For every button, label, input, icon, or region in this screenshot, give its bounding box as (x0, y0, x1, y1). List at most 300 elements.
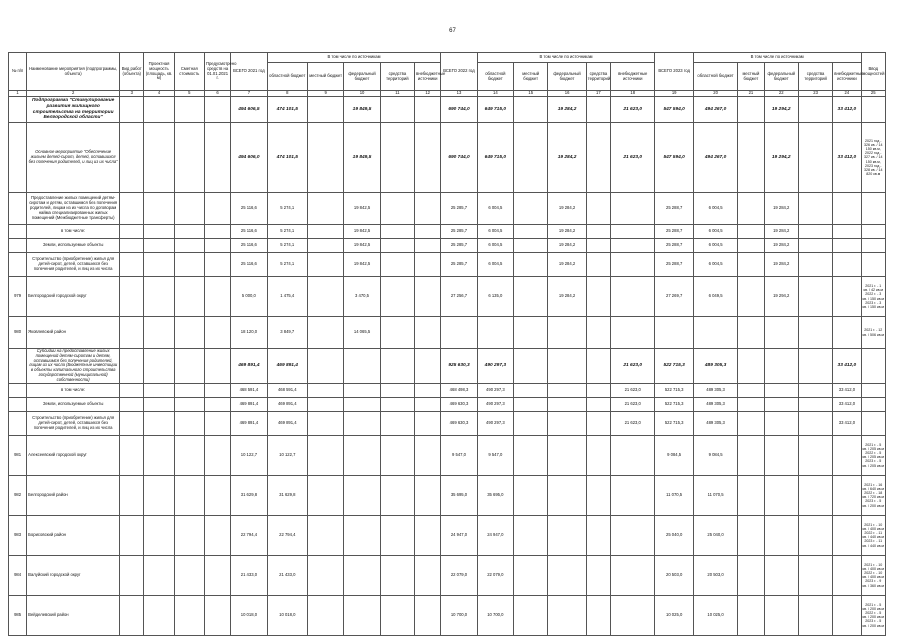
table-cell (204, 97, 230, 123)
table-cell (738, 397, 764, 411)
table-cell (738, 97, 764, 123)
table-cell (120, 595, 144, 635)
table-cell (861, 383, 885, 397)
table-cell (514, 123, 548, 193)
table-cell (144, 595, 174, 635)
table-cell (798, 253, 832, 277)
table-cell: 33 412,0 (833, 383, 861, 397)
table-cell (611, 435, 655, 475)
table-cell (204, 515, 230, 555)
table-cell (415, 475, 441, 515)
table-cell (833, 225, 861, 239)
column-number: 22 (764, 91, 798, 97)
table-cell (738, 239, 764, 253)
table-cell (861, 193, 885, 225)
row-name: Земли, используемые объекты (27, 397, 120, 411)
table-cell: 19 842,5 (344, 193, 380, 225)
table-cell (415, 317, 441, 349)
header-source: областной бюджет (477, 63, 513, 91)
row-name: Подпрограмма "Стимулирование развития жилищного строительства на территории Белгородской области" (27, 97, 120, 123)
table-cell: 22 079,0 (441, 555, 477, 595)
row-number: 985 (9, 595, 27, 635)
table-cell: 25 285,7 (441, 225, 477, 239)
table-cell: 690 744,0 (441, 97, 477, 123)
table-cell (548, 317, 586, 349)
table-cell (738, 349, 764, 384)
table-row (9, 595, 886, 635)
row-name: Яковлевский район (27, 317, 120, 349)
table-cell (586, 595, 610, 635)
table-cell: 25 288,7 (655, 253, 693, 277)
table-cell: 547 594,0 (655, 97, 693, 123)
table-cell (798, 123, 832, 193)
column-number: 25 (861, 91, 885, 97)
table-cell: 11 070,5 (655, 475, 693, 515)
table-cell (738, 193, 764, 225)
header-capacity: Проектная мощность (площадь, кв. м) (144, 53, 174, 91)
table-cell (204, 435, 230, 475)
table-cell: 25 116,6 (231, 193, 267, 225)
table-cell (738, 253, 764, 277)
table-cell (174, 411, 204, 435)
row-number (9, 397, 27, 411)
table-cell (415, 595, 441, 635)
table-cell: 19 284,2 (548, 225, 586, 239)
row-number (9, 383, 27, 397)
header-no: № п/п (9, 53, 27, 91)
table-cell: 474 101,5 (267, 123, 307, 193)
table-cell: 19 284,2 (548, 253, 586, 277)
table-cell (798, 225, 832, 239)
table-cell: 35 695,0 (441, 475, 477, 515)
table-cell (307, 225, 343, 239)
table-row (9, 411, 886, 435)
table-cell (798, 411, 832, 435)
table-cell (798, 515, 832, 555)
table-cell (514, 277, 548, 317)
table-cell (174, 253, 204, 277)
table-cell (120, 435, 144, 475)
table-cell (204, 123, 230, 193)
table-cell (764, 397, 798, 411)
table-cell: 19 842,5 (344, 253, 380, 277)
table-row (9, 383, 886, 397)
table-cell (586, 225, 610, 239)
row-number (9, 193, 27, 225)
table-cell (380, 239, 414, 253)
table-cell (738, 383, 764, 397)
table-cell (174, 555, 204, 595)
row-number: 984 (9, 555, 27, 595)
table-cell: 649 715,0 (477, 123, 513, 193)
table-cell (204, 239, 230, 253)
table-cell (586, 253, 610, 277)
row-number (9, 123, 27, 193)
table-cell (344, 349, 380, 384)
header-source: средства территорий (586, 63, 610, 91)
table-cell (144, 515, 174, 555)
row-name: Предоставление жилых помещений детям-сиротам и детям, оставшимся без попечения родителей, лицам из их числа по договорам найма специализированных жилых помещений (Межбюджетные трансферты) (27, 193, 120, 225)
table-cell (307, 239, 343, 253)
table-cell (344, 595, 380, 635)
table-cell: 10 018,0 (231, 595, 267, 635)
column-number: 19 (655, 91, 693, 97)
table-cell (764, 349, 798, 384)
table-cell: 19 284,2 (764, 253, 798, 277)
header-source: местный бюджет (307, 63, 343, 91)
table-cell: 10 700,0 (477, 595, 513, 635)
investment-table (8, 52, 886, 636)
header-name: Наименование мероприятия (подпрограммы, объекта) (27, 53, 120, 91)
table-cell (764, 383, 798, 397)
table-cell: 925 630,3 (441, 349, 477, 384)
table-cell (833, 239, 861, 253)
table-cell: 6 004,5 (477, 253, 513, 277)
table-cell (144, 555, 174, 595)
row-name: Алексеевский городской округ (27, 435, 120, 475)
table-cell (833, 595, 861, 635)
table-cell (204, 317, 230, 349)
table-cell: 489 305,3 (693, 397, 737, 411)
table-cell (415, 349, 441, 384)
table-cell (144, 349, 174, 384)
table-cell: 25 288,7 (655, 225, 693, 239)
table-cell (380, 383, 414, 397)
table-cell: 6 004,5 (693, 239, 737, 253)
table-cell (611, 317, 655, 349)
table-cell (833, 317, 861, 349)
table-cell (586, 555, 610, 595)
column-number: 23 (798, 91, 832, 97)
table-cell: 489 305,3 (693, 411, 737, 435)
row-number: 982 (9, 475, 27, 515)
table-cell (174, 317, 204, 349)
table-cell: 19 294,2 (764, 97, 798, 123)
table-cell: 469 891,4 (231, 397, 267, 411)
table-cell: 31 629,8 (231, 475, 267, 515)
table-cell: 469 891,4 (231, 349, 267, 384)
table-cell (144, 277, 174, 317)
table-cell (380, 193, 414, 225)
row-name: Субсидии на предоставление жилых помещений детям-сиротам и детям, оставшимся без попечения родителей, лицам из их числа (Бюджетные инвестиции в объекты капитального строительства государственной (муниципальной) собственности) (27, 349, 120, 384)
table-cell (204, 397, 230, 411)
table-cell (120, 397, 144, 411)
table-cell (307, 97, 343, 123)
table-cell (548, 349, 586, 384)
header-source: федеральный бюджет (764, 63, 798, 91)
table-cell: 9 084,5 (693, 435, 737, 475)
table-cell (548, 435, 586, 475)
table-cell: 490 297,3 (477, 349, 513, 384)
table-cell: 19 849,5 (344, 123, 380, 193)
table-cell (586, 193, 610, 225)
table-cell (548, 383, 586, 397)
table-cell: 19 294,2 (764, 277, 798, 317)
table-cell: 25 285,7 (441, 239, 477, 253)
table-cell: 25 116,6 (231, 225, 267, 239)
table-cell: 24 947,0 (441, 515, 477, 555)
table-cell (174, 349, 204, 384)
table-cell: 6 049,5 (693, 277, 737, 317)
table-cell (120, 411, 144, 435)
table-cell (204, 383, 230, 397)
header-source: средства территорий (380, 63, 414, 91)
table-cell: 21 433,0 (267, 555, 307, 595)
table-cell: 6 004,5 (693, 193, 737, 225)
header-incl-2023: В том числе по источникам (693, 53, 861, 63)
column-number: 6 (204, 91, 230, 97)
table-cell: 494 267,0 (693, 97, 737, 123)
table-cell (861, 97, 885, 123)
table-cell (586, 349, 610, 384)
column-number: 13 (441, 91, 477, 97)
column-number: 9 (307, 91, 343, 97)
table-cell: 490 297,3 (477, 383, 513, 397)
table-cell (120, 515, 144, 555)
table-cell (307, 277, 343, 317)
table-cell: 22 079,0 (477, 555, 513, 595)
table-cell (738, 515, 764, 555)
table-cell: 6 004,5 (693, 253, 737, 277)
table-cell (307, 253, 343, 277)
table-cell: 494 606,5 (231, 97, 267, 123)
table-cell (611, 555, 655, 595)
table-cell (307, 317, 343, 349)
table-cell: 1 475,4 (267, 277, 307, 317)
table-cell (120, 317, 144, 349)
table-cell: 6 004,5 (477, 239, 513, 253)
table-cell (120, 349, 144, 384)
table-cell (380, 595, 414, 635)
column-number: 4 (144, 91, 174, 97)
table-cell: 19 849,5 (344, 97, 380, 123)
table-cell (144, 411, 174, 435)
table-cell (833, 193, 861, 225)
table-cell: 522 715,3 (655, 349, 693, 384)
column-number: 16 (548, 91, 586, 97)
table-cell: 18 120,0 (231, 317, 267, 349)
table-cell (144, 97, 174, 123)
table-cell (380, 97, 414, 123)
table-cell: 22 794,4 (267, 515, 307, 555)
column-number: 20 (693, 91, 737, 97)
table-cell (798, 397, 832, 411)
table-cell: 33 412,0 (833, 123, 861, 193)
table-cell (514, 555, 548, 595)
table-cell (120, 555, 144, 595)
column-number: 14 (477, 91, 513, 97)
table-cell: 21 623,0 (611, 349, 655, 384)
header-source: внебюджетные источники (415, 63, 441, 91)
table-cell: 649 715,0 (477, 97, 513, 123)
table-cell (738, 123, 764, 193)
row-number (9, 253, 27, 277)
header-total-2022: ВСЕГО 2022 год (441, 53, 477, 91)
table-cell: 494 267,0 (693, 123, 737, 193)
table-cell (655, 317, 693, 349)
table-cell (514, 239, 548, 253)
table-cell (204, 277, 230, 317)
table-cell (174, 193, 204, 225)
table-cell: 21 623,0 (611, 123, 655, 193)
table-cell: 6 004,5 (477, 225, 513, 239)
table-cell: 19 294,2 (764, 123, 798, 193)
table-cell (611, 253, 655, 277)
table-cell: 20 503,0 (693, 555, 737, 595)
table-row (9, 277, 886, 317)
table-cell: 522 715,3 (655, 397, 693, 411)
table-cell: 21 623,0 (611, 383, 655, 397)
table-cell (764, 411, 798, 435)
table-cell: 2021 г. - 1 кв. / 42 кв.м 2022 г. - 3 кв. / 150 кв.м 2023 г. - 3 кв. / 150 кв.м (861, 277, 885, 317)
table-cell (415, 435, 441, 475)
table-row (9, 239, 886, 253)
table-cell: 27 269,7 (655, 277, 693, 317)
row-number (9, 239, 27, 253)
table-cell: 2021 г. - 5 кв. / 200 кв.м 2022 г. - 5 кв. / 200 кв.м 2023 г. - 5 кв. / 200 кв.м (861, 595, 885, 635)
table-cell (548, 411, 586, 435)
table-cell: 25 040,0 (693, 515, 737, 555)
table-cell (307, 411, 343, 435)
table-cell (174, 475, 204, 515)
table-cell (415, 555, 441, 595)
row-number (9, 411, 27, 435)
table-cell: 33 412,0 (833, 397, 861, 411)
table-cell: 33 412,0 (833, 411, 861, 435)
table-cell: 469 630,3 (441, 411, 477, 435)
table-cell (833, 515, 861, 555)
table-cell (798, 383, 832, 397)
row-name: Белгородский район (27, 475, 120, 515)
table-cell (415, 253, 441, 277)
header-vid-rabot: Вид работ (объекта) (120, 53, 144, 91)
table-cell (307, 475, 343, 515)
table-cell (833, 253, 861, 277)
table-cell (174, 123, 204, 193)
table-cell: 2021 год - 326 кв. / 14 150 кв.м, 2022 год - 327 кв. / 14 150 кв.м, 2023 год - 328 кв. / 14 820 кв.м (861, 123, 885, 193)
table-cell (415, 383, 441, 397)
table-cell (798, 349, 832, 384)
table-cell (798, 277, 832, 317)
table-cell: 25 116,6 (231, 239, 267, 253)
row-name: Строительство (приобретение) жилья для детей-сирот, детей, оставшихся без попечения родителей, и лиц из их числа (27, 411, 120, 435)
column-number: 21 (738, 91, 764, 97)
row-name: Основное мероприятие "Обеспечение жильем детей-сирот, детей, оставшихся без попечения родителей, и лиц из их числа" (27, 123, 120, 193)
table-cell (174, 595, 204, 635)
table-cell (415, 225, 441, 239)
table-cell: 468 498,3 (441, 383, 477, 397)
table-cell (611, 225, 655, 239)
table-cell: 469 891,4 (267, 411, 307, 435)
table-cell (174, 225, 204, 239)
table-cell (144, 475, 174, 515)
table-cell: 25 285,7 (441, 253, 477, 277)
table-cell (611, 475, 655, 515)
table-cell (144, 193, 174, 225)
table-cell (861, 253, 885, 277)
table-row (9, 317, 886, 349)
table-row (9, 225, 886, 239)
row-name: Вейделевский район (27, 595, 120, 635)
column-number: 17 (586, 91, 610, 97)
table-cell: 5 274,1 (267, 225, 307, 239)
table-cell (174, 515, 204, 555)
table-cell: 10 018,0 (267, 595, 307, 635)
table-cell (144, 397, 174, 411)
table-cell (174, 383, 204, 397)
table-cell: 24 947,0 (477, 515, 513, 555)
table-cell: 2021 г. - 5 кв. / 205 кв.м 2022 г. - 5 кв. / 205 кв.м 2023 г. - 5 кв. / 205 кв.м (861, 435, 885, 475)
table-cell (344, 411, 380, 435)
column-number: 10 (344, 91, 380, 97)
table-cell (586, 317, 610, 349)
header-total-2021: ВСЕГО 2021 год (231, 53, 267, 91)
row-number: 983 (9, 515, 27, 555)
table-cell: 25 288,7 (655, 193, 693, 225)
table-cell: 2021 г. - 10 кв. / 400 кв.м 2022 г. - 10 кв. / 400 кв.м 2023 г. - 9 кв. / 360 кв.м (861, 555, 885, 595)
header-source: средства территорий (798, 63, 832, 91)
table-cell: 10 025,0 (655, 595, 693, 635)
table-cell (738, 411, 764, 435)
table-cell (380, 123, 414, 193)
table-cell (548, 515, 586, 555)
table-cell (344, 555, 380, 595)
table-cell (204, 411, 230, 435)
table-cell (380, 317, 414, 349)
table-cell (861, 349, 885, 384)
row-name: в том числе: (27, 383, 120, 397)
table-cell (738, 317, 764, 349)
table-cell (120, 123, 144, 193)
table-cell (586, 239, 610, 253)
table-cell (144, 225, 174, 239)
table-cell (204, 193, 230, 225)
table-cell (344, 383, 380, 397)
table-cell (307, 349, 343, 384)
row-number (9, 97, 27, 123)
table-cell: 25 116,6 (231, 253, 267, 277)
page-number: 67 (449, 28, 456, 34)
column-number: 15 (514, 91, 548, 97)
table-cell (204, 555, 230, 595)
table-cell: 21 433,0 (231, 555, 267, 595)
table-cell (861, 397, 885, 411)
row-name: Валуйский городской округ (27, 555, 120, 595)
table-cell (798, 555, 832, 595)
table-cell (798, 193, 832, 225)
column-number: 18 (611, 91, 655, 97)
table-cell (204, 349, 230, 384)
table-cell: 5 000,0 (231, 277, 267, 317)
table-cell (307, 383, 343, 397)
table-cell (611, 515, 655, 555)
table-cell: 19 284,2 (764, 225, 798, 239)
table-cell (798, 595, 832, 635)
table-cell (586, 475, 610, 515)
table-cell (144, 239, 174, 253)
table-cell: 19 284,2 (548, 123, 586, 193)
table-cell: 19 284,2 (764, 193, 798, 225)
table-row (9, 97, 886, 123)
table-cell (611, 193, 655, 225)
table-cell (415, 239, 441, 253)
table-cell (380, 435, 414, 475)
table-cell: 33 412,0 (833, 349, 861, 384)
table-cell: 5 274,1 (267, 253, 307, 277)
table-cell (344, 475, 380, 515)
table-cell (514, 515, 548, 555)
table-cell (344, 515, 380, 555)
